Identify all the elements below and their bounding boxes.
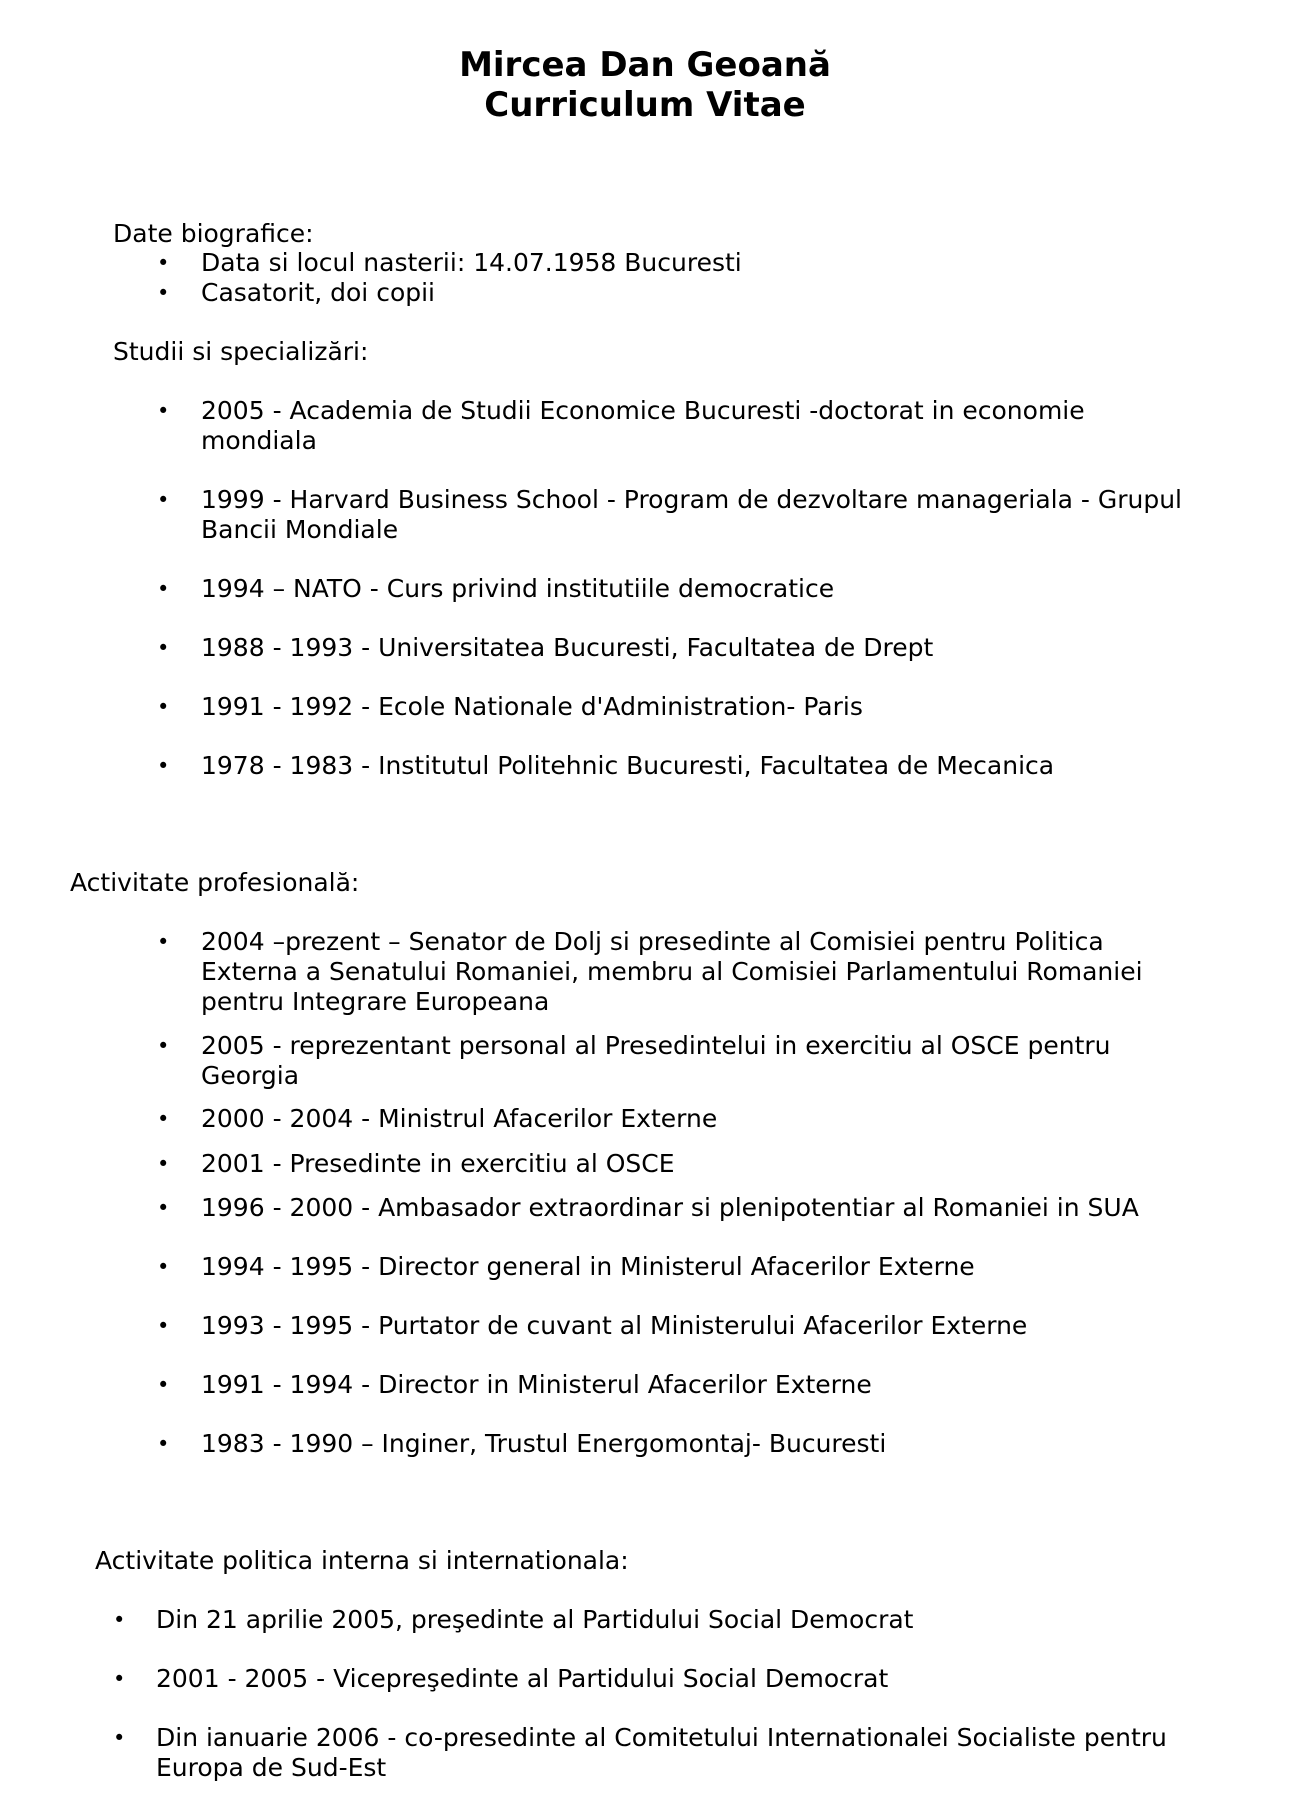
document-subtitle: Curriculum Vitae [484, 85, 806, 125]
bullet-marker: • [157, 1314, 170, 1338]
list-item-text: Data si locul nasterii: 14.07.1958 Bucuresti [201, 248, 742, 277]
bullet-marker: • [157, 930, 170, 954]
list-item [157, 692, 1201, 722]
list-item [157, 1252, 1201, 1282]
bullet-marker: • [157, 754, 170, 778]
list-item [157, 1149, 1201, 1179]
list-item [157, 1370, 1201, 1400]
person-name: Mircea Dan Geoană [459, 45, 831, 85]
list-item [157, 633, 1201, 663]
list-item-text: Din 21 aprilie 2005, preşedinte al Partidului Social Democrat [156, 1605, 914, 1634]
list-item-text: 1993 - 1995 - Purtator de cuvant al Ministerului Afacerilor Externe [201, 1311, 1028, 1340]
list-item-text: 1991 - 1992 - Ecole Nationale d'Administration- Paris [201, 692, 863, 721]
bullet-marker: • [157, 695, 170, 719]
list-item [157, 248, 1201, 278]
list-item-text: Casatorit, doi copii [201, 278, 435, 307]
list-item-text: 1999 - Harvard Business School - Program de dezvoltare manageriala - Grupul Bancii Mondiale [201, 485, 1182, 544]
bullet-marker: • [157, 577, 170, 601]
bullet-marker: • [157, 1432, 170, 1456]
list-item [157, 278, 1201, 308]
bullet-marker: • [157, 399, 170, 423]
list-item [157, 1311, 1201, 1341]
list-item [113, 1664, 1216, 1694]
list-item-text: 2004 –prezent – Senator de Dolj si presedinte al Comisiei pentru Politica Externa a Senatului Romaniei, membru al Comisiei Parlamentului Romaniei pentru Integrare Europeana [201, 927, 1143, 1016]
bullet-marker: • [157, 636, 170, 660]
list-item [157, 1104, 1201, 1134]
bullet-marker: • [157, 1107, 170, 1131]
list-item [157, 1031, 1141, 1091]
list-item [157, 751, 1201, 781]
list-item-text: 2005 - Academia de Studii Economice Bucuresti -doctorat in economie mondiala [201, 396, 1085, 455]
section-heading-professional: Activitate profesională: [70, 868, 360, 897]
list-item-text: Din ianuarie 2006 - co-presedinte al Comitetului Internationalei Socialiste pentru Europa de Sud-Est [156, 1723, 1167, 1782]
bullet-marker: • [157, 1196, 170, 1220]
list-item-text: 2000 - 2004 - Ministrul Afacerilor Externe [201, 1104, 718, 1133]
list-item-text: 1983 - 1990 – Inginer, Trustul Energomontaj- Bucuresti [201, 1429, 887, 1458]
list-item-text: 2001 - Presedinte in exercitiu al OSCE [201, 1149, 675, 1178]
list-item [157, 396, 1111, 456]
bullet-marker: • [113, 1726, 126, 1750]
bullet-marker: • [157, 1152, 170, 1176]
bullet-marker: • [157, 281, 170, 305]
list-item-text: 2001 - 2005 - Vicepreşedinte al Partidului Social Democrat [156, 1664, 889, 1693]
bullet-marker: • [113, 1608, 126, 1632]
bullet-marker: • [157, 1034, 170, 1058]
list-item-text: 1978 - 1983 - Institutul Politehnic Bucuresti, Facultatea de Mecanica [201, 751, 1055, 780]
section-heading-education: Studii si specializări: [113, 337, 369, 366]
list-item-text: 2005 - reprezentant personal al Presedintelui in exercitiu al OSCE pentru Georgia [201, 1031, 1111, 1090]
list-item-text: 1994 – NATO - Curs privind institutiile democratice [201, 574, 835, 603]
list-item [157, 927, 1161, 1017]
bullet-marker: • [157, 1373, 170, 1397]
list-item [157, 1429, 1201, 1459]
bullet-marker: • [157, 1255, 170, 1279]
list-item-text: 1988 - 1993 - Universitatea Bucuresti, Facultatea de Drept [201, 633, 934, 662]
section-heading-political: Activitate politica interna si internationala: [95, 1546, 629, 1575]
bullet-marker: • [113, 1667, 126, 1691]
list-item-text: 1991 - 1994 - Director in Ministerul Afacerilor Externe [201, 1370, 872, 1399]
list-item [157, 485, 1201, 545]
list-item [113, 1723, 1176, 1783]
bullet-marker: • [157, 251, 170, 275]
list-item [157, 1193, 1251, 1223]
list-item [113, 1605, 1216, 1635]
document-header [0, 45, 1290, 125]
bullet-marker: • [157, 488, 170, 512]
list-item-text: 1994 - 1995 - Director general in Ministerul Afacerilor Externe [201, 1252, 975, 1281]
list-item-text: 1996 - 2000 - Ambasador extraordinar si plenipotentiar al Romaniei in SUA [201, 1193, 1139, 1222]
list-item [157, 574, 1201, 604]
section-heading-biographical: Date biografice: [113, 219, 314, 248]
